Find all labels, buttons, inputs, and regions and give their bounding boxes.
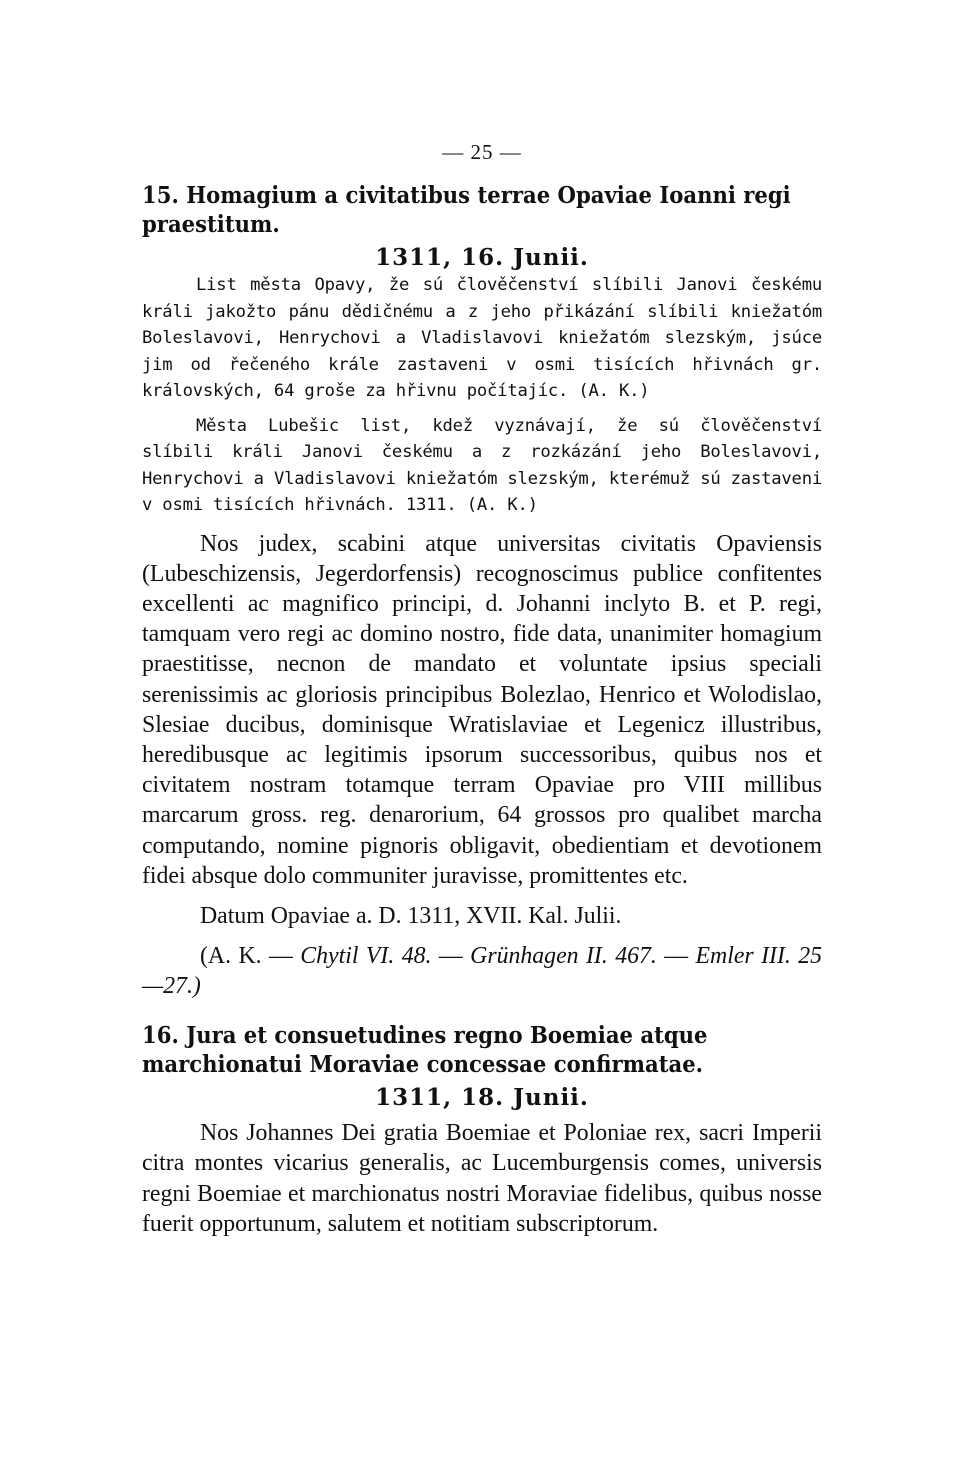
citation-part-3: —: [438, 943, 463, 970]
page-number: — 25 —: [442, 140, 522, 164]
document-16: [142, 1021, 822, 1239]
document-15-datum: Datum Opaviae a. D. 1311, XVII. Kal. Julii.: [200, 902, 622, 929]
document-15-heading: [142, 181, 821, 239]
document-15-title: Homagium a civitatibus terrae Opaviae Ioanni regi praestitum.: [142, 182, 791, 238]
citation-part-6: Emler III. 25—27.): [142, 943, 823, 1000]
document-15-number: 15.: [142, 182, 179, 209]
citation-part-1: (A. K. —: [200, 943, 293, 970]
document-15-regest-1: List města Opavy, že sú člověčenství slíbili Janovi českému králi jakožto pánu dědičnému a z jeho přikázání slíbili kniežatóm Boleslavovi, Henrychovi a Vladislavovi kniežatóm slezským, jsúce jim od řečeného krále zastaveni v osmi tisících hřivnách gr. královských, 64 groše za hřivnu počítajíc. (A. K.): [142, 275, 822, 401]
document-15-text: Nos judex, scabini atque universitas civitatis Opaviensis (Lubeschizensis, Jegerdorfensis) recognoscimus publice confitentes excellenti ac magnifico principi, d. Johanni inclyto B. et P. regi, tamquam vero regi ac domino nostro, fide data, unanimiter homagium praestitisse, necnon de mandato et voluntate ipsius speciali serenissimis ac gloriosis principibus Bolezlao, Henrico et Wolodislao, Slesiae ducibus, dominisque Wratislaviae et Legenicz illustribus, heredibusque ac legitimis ipsorum successoribus, quibus nos et civitatem nostram totamque terram Opaviae pro VIII millibus marcarum gross. reg. denarorium, 64 grossos pro qualibet marcha computando, nomine pignoris obligavit, obedientiam et devotionem fidei absque dolo communiter juravisse, promittentes etc.: [142, 530, 822, 889]
document-16-heading: [142, 1021, 821, 1079]
citation-part-2: Chytil VI. 48.: [300, 943, 432, 970]
document-15-date: 1311, 16. Junii.: [375, 244, 589, 271]
citation-part-5: —: [664, 943, 689, 970]
citation-part-4: Grünhagen II. 467.: [470, 943, 657, 970]
document-16-date: 1311, 18. Junii.: [375, 1084, 589, 1112]
document-15-citation: [142, 941, 822, 1001]
page: [142, 140, 822, 1239]
document-16-number: 16.: [142, 1022, 179, 1050]
document-16-title: Jura et consuetudines regno Boemiae atque marchionatui Moraviae concessae confirmatae.: [142, 1022, 708, 1079]
document-15: [142, 181, 822, 1001]
document-16-text: Nos Johannes Dei gratia Boemiae et Poloniae rex, sacri Imperii citra montes vicarius generalis, ac Lucemburgensis comes, universis regni Boemiae et marchionatus nostri Moraviae fidelibus, quibus nosse fuerit opportunum, salutem et notitiam subscriptorum.: [142, 1120, 822, 1237]
document-15-regest-2: Města Lubešic list, kdež vyznávají, že sú člověčenství slíbili králi Janovi českému a z rozkázání jeho Boleslavovi, Henrychovi a Vladislavovi kniežatóm slezským, kterémuž sú zastaveni v osmi tisících hřivnách. 1311. (A. K.): [142, 415, 822, 515]
